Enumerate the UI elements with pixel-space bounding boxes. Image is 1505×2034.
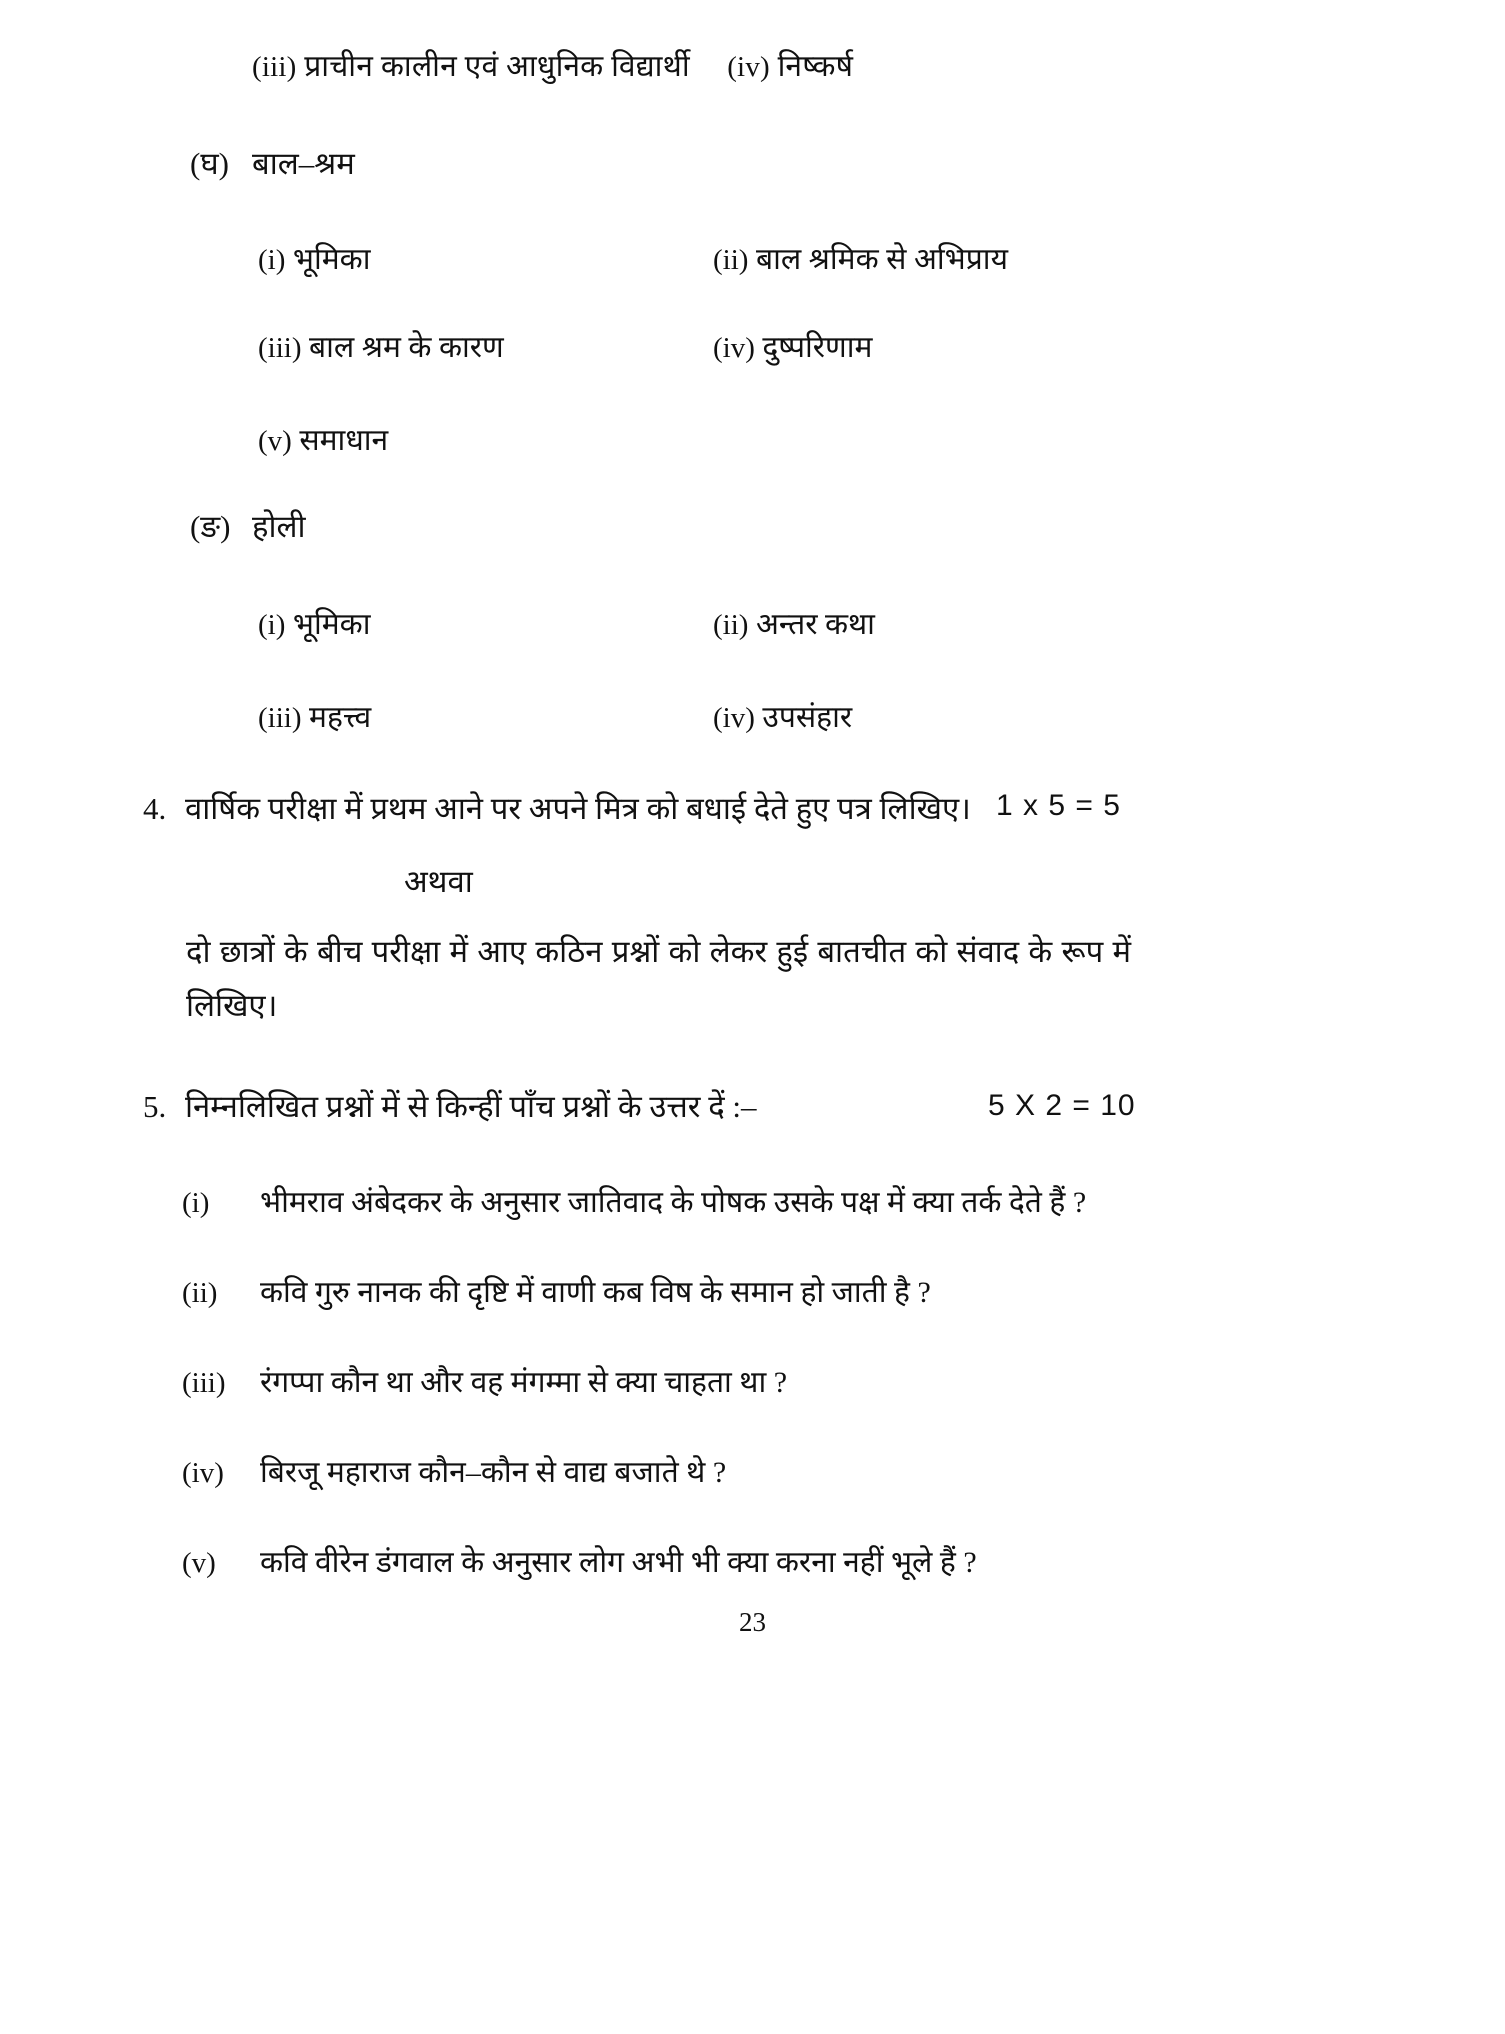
question-text: वार्षिक परीक्षा में प्रथम आने पर अपने मित्र को बधाई देते हुए पत्र लिखिए।	[185, 791, 971, 826]
outline-item-mark: (i)	[258, 244, 286, 276]
question-4	[143, 787, 1003, 829]
question-5-item-text: कवि गुरु नानक की दृष्टि में वाणी कब विष के समान हो जाती है ?	[260, 1276, 931, 1309]
question-5-marks: 5 X 2 = 10	[988, 1089, 1136, 1122]
section-title: होली	[252, 509, 306, 544]
outline-item-mark: (ii)	[713, 244, 749, 276]
question-5-item-mark: (iv)	[182, 1457, 224, 1489]
question-5-item-text: कवि वीरेन डंगवाल के अनुसार लोग अभी भी क्या करना नहीं भूले हैं ?	[260, 1546, 977, 1579]
question-5-item	[182, 1270, 931, 1311]
question-5-item-mark: (v)	[182, 1547, 216, 1579]
outline-item-mark: (v)	[258, 425, 292, 457]
outline-item-text: महत्त्व	[309, 701, 372, 734]
outline-item-text: दुष्परिणाम	[762, 331, 873, 364]
outline-item-text: समाधान	[299, 424, 389, 457]
outline-row	[258, 325, 872, 366]
section-mark: (घ)	[190, 146, 229, 181]
outline-item-text: प्राचीन कालीन एवं आधुनिक विद्यार्थी	[304, 50, 690, 83]
question-text: निम्नलिखित प्रश्नों में से किन्हीं पाँच प्रश्नों के उत्तर दें :–	[185, 1089, 757, 1124]
outline-item-mark: (iii)	[258, 332, 302, 364]
outline-item-text: बाल श्रम के कारण	[309, 331, 504, 364]
question-5-item-text: भीमराव अंबेदकर के अनुसार जातिवाद के पोषक उसके पक्ष में क्या तर्क देते हैं ?	[260, 1186, 1087, 1219]
section-mark: (ङ)	[190, 509, 231, 544]
section-heading-nga	[190, 505, 306, 547]
outline-item-mark: (ii)	[713, 609, 749, 641]
question-5	[143, 1085, 963, 1127]
outline-item-mark: (iv)	[713, 702, 755, 734]
outline-continuation-line	[252, 48, 853, 86]
question-5-item	[182, 1540, 977, 1581]
outline-item-text: भूमिका	[292, 608, 371, 641]
question-5-item	[182, 1360, 787, 1401]
question-5-item-mark: (ii)	[182, 1277, 218, 1309]
outline-row	[258, 237, 1008, 278]
outline-item-mark: (iii)	[252, 51, 297, 83]
outline-item-text: अन्तर कथा	[755, 608, 875, 641]
question-5-item-mark: (i)	[182, 1187, 210, 1219]
athava-divider: अथवा	[404, 864, 473, 899]
outline-row	[258, 418, 713, 459]
section-heading-gha	[190, 142, 355, 184]
question-5-item-text: रंगप्पा कौन था और वह मंगम्मा से क्या चाहता था ?	[260, 1366, 788, 1399]
question-5-item-mark: (iii)	[182, 1367, 226, 1399]
question-5-item-text: बिरजू महाराज कौन–कौन से वाद्य बजाते थे ?	[260, 1456, 727, 1489]
outline-item-text: उपसंहार	[762, 701, 853, 734]
outline-row	[258, 695, 852, 736]
question-4-marks: 1 x 5 = 5	[996, 789, 1121, 822]
question-number: 5.	[143, 1089, 167, 1124]
outline-item-mark: (i)	[258, 609, 286, 641]
question-5-item	[182, 1450, 726, 1491]
question-5-item	[182, 1180, 1086, 1221]
section-title: बाल–श्रम	[252, 146, 355, 181]
outline-item-text: निष्कर्ष	[777, 50, 854, 83]
page-number: 23	[739, 1607, 766, 1637]
question-number: 4.	[143, 791, 167, 826]
outline-item-mark: (iv)	[727, 51, 770, 83]
outline-item-mark: (iv)	[713, 332, 755, 364]
question-4-alternate: दो छात्रों के बीच परीक्षा में आए कठिन प्रश्नों को लेकर हुई बातचीत को संवाद के रूप में लिखिए।	[186, 934, 1131, 1024]
outline-item-text: भूमिका	[292, 243, 371, 276]
outline-item-text: बाल श्रमिक से अभिप्राय	[755, 243, 1008, 276]
outline-row	[258, 602, 875, 643]
outline-item-mark: (iii)	[258, 702, 302, 734]
